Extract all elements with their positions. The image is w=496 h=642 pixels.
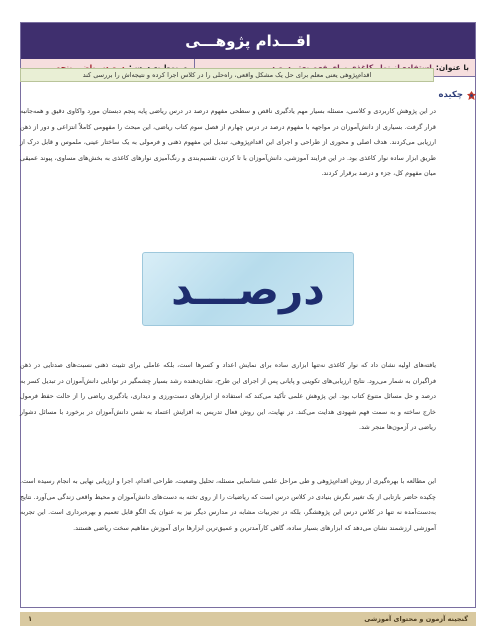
footer-bar [20, 612, 476, 626]
pin-bullet-icon [467, 91, 476, 100]
banner-word: درصـــد [171, 264, 325, 314]
footer-title: گنجینه آزمون و محتوای آموزشی [364, 615, 468, 623]
abstract-paragraph-2: یافته‌های اولیه نشان داد که نوار کاغذی نه‌تنها ابزاری ساده برای نمایش اعداد و کسرها است، بلکه عاملی برای تثبیت ذهنی نسبت‌های صدتایی در ذهن فراگیران به شمار می‌رود. نتایج ارزیابی‌های تکوینی و پایانی پس از اجرای این طرح، نشان‌دهنده رشد بسیار چشمگیر در توانایی دانش‌آموزان در تبدیل کسر به درصد و حل مسائل متنوع کتاب بود. این پژوهش علمی تأکید می‌کند که استفاده از ابزارهای دست‌ورزی و دیداری، یادگیری ریاضی را از حالت حفظ فرمول خارج ساخته و به سمت فهم شهودی هدایت می‌کند. در نهایت، این روش فعال تدریس به افزایش اعتماد به نفس دانش‌آموزان در برخورد با مسائل دشوار ریاضی در آزمون‌ها منجر شد. [20, 361, 436, 431]
abstract-paragraph-1: در این پژوهش کاربردی و کلاسی، مسئله بسیار مهم یادگیری ناقص و سطحی مفهوم درصد در درس ریاضی پایه پنجم دبستان مورد واکاوی دقیق و همه‌جانبه قرار گرفت. بسیاری از دانش‌آموزان در مواجهه با مفهوم درصد در درس چهارم از فصل سوم کتاب ریاضی، این مبحث را مفهومی کاملاً انتزاعی و دور از ذهن ارزیابی می‌کردند. هدف اصلی و محوری از طراحی و اجرای این اقدام‌پژوهی، تبدیل این مفهوم ذهنی و فرمولی به یک ساختار عینی، ملموس و قابل درک از طریق ابزار ساده نوار کاغذی بود. در این فرایند آموزشی، دانش‌آموزان با تا کردن، تقسیم‌بندی و رنگ‌آمیزی نوارهای کاغذی به بخش‌های مساوی، پیوند عمیقی میان مفهوم کل، جزء و درصد برقرار کردند. [20, 107, 436, 177]
abstract-title: چکیده [438, 90, 463, 100]
meta-topic-label: با عنوان: [435, 63, 469, 72]
abstract-paragraph-3: این مطالعه با بهره‌گیری از روش اقدام‌پژوهی و طی مراحل علمی شناسایی مسئله، تحلیل وضعیت، طراحی اقدام، اجرا و ارزیابی نهایی به انجام رسیده است. چکیده حاضر بازتابی از یک تغییر نگرش بنیادی در کلاس درس است که ریاضیات را از روی تخته به دست‌های دانش‌آموزان و محیط واقعی زندگی می‌آورد. نتایج به‌دست‌آمده نه تنها در کلاس درس این پژوهشگر، بلکه در تجربیات مشابه در مدارس دیگر نیز به عنوان یک الگو قابل تعمیم و بهره‌برداری است. این تجربه آموزشی ارزشمند نشان می‌دهد که ابزارهای بسیار ساده، گاهی کارآمدترین و عمیق‌ترین ابزارها برای آموزش مفاهیم سخت ریاضی هستند. [20, 477, 436, 532]
percent-banner-image [142, 252, 354, 326]
tagline-box: اقدام‌پژوهی یعنی معلم برای حل یک مشکل واقعی، راه‌حلی را در کلاس اجرا کرده و نتیجه‌اش را بررسی کند [20, 68, 434, 82]
page-title: اقـــدام پژوهـــی [185, 32, 311, 50]
abstract-heading [439, 90, 476, 100]
page-number: ۱ [28, 615, 33, 623]
title-bar [21, 23, 475, 59]
